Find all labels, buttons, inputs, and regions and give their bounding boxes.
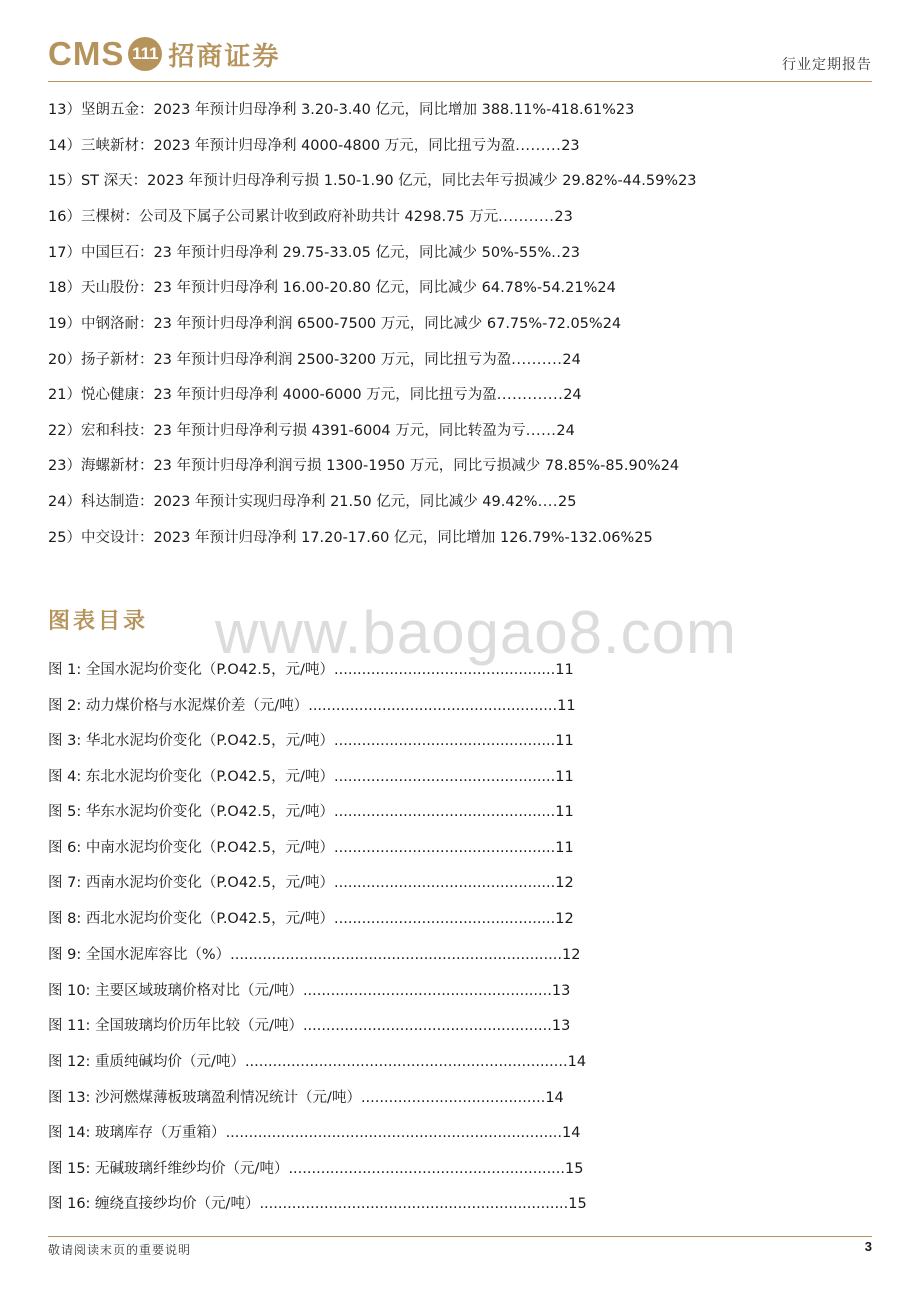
toc-entry[interactable]: 17）中国巨石：23 年预计归母净利 29.75-33.05 亿元，同比减少 50%-55%..23 — [48, 245, 580, 261]
footer-divider — [48, 1236, 872, 1237]
toc-entry[interactable]: 15）ST 深天：2023 年预计归母净利亏损 1.50-1.90 亿元，同比去年亏损减少 29.82%-44.59%23 — [48, 173, 697, 189]
toc-entry[interactable]: 13）坚朗五金：2023 年预计归母净利 3.20-3.40 亿元，同比增加 388.11%-418.61%23 — [48, 102, 635, 118]
toc-entry[interactable]: 25）中交设计：2023 年预计归母净利 17.20-17.60 亿元，同比增加 126.79%-132.06%25 — [48, 530, 653, 546]
figures-section-title: 图表目录 — [48, 608, 149, 634]
figure-entry[interactable]: 图 9: 全国水泥库容比（%）........................................................................12 — [48, 947, 581, 963]
figure-entry[interactable]: 图 2: 动力煤价格与水泥煤价差（元/吨）......................................................11 — [48, 698, 576, 714]
figure-entry[interactable]: 图 8: 西北水泥均价变化（P.O42.5，元/吨）................................................12 — [48, 911, 574, 927]
logo-cms-text: CMS — [48, 35, 125, 72]
figure-entry[interactable]: 图 15: 无碱玻璃纤维纱均价（元/吨）............................................................15 — [48, 1161, 584, 1177]
toc-entry[interactable]: 14）三峡新材：2023 年预计归母净利 4000-4800 万元，同比扭亏为盈.........23 — [48, 138, 580, 154]
figure-entry[interactable]: 图 12: 重质纯碱均价（元/吨）......................................................................14 — [48, 1054, 587, 1070]
logo-company-name: 招商证券 — [168, 41, 281, 72]
figure-entry[interactable]: 图 10: 主要区域玻璃价格对比（元/吨）......................................................13 — [48, 983, 571, 999]
figure-entry[interactable]: 图 13: 沙河燃煤薄板玻璃盈利情况统计（元/吨）........................................14 — [48, 1090, 564, 1106]
toc-entry[interactable]: 23）海螺新材：23 年预计归母净利润亏损 1300-1950 万元，同比亏损减少 78.85%-85.90%24 — [48, 458, 680, 474]
header-divider — [48, 81, 872, 82]
report-type-label: 行业定期报告 — [782, 57, 872, 73]
figure-entry[interactable]: 图 1: 全国水泥均价变化（P.O42.5，元/吨）................................................11 — [48, 662, 574, 678]
figure-entry[interactable]: 图 5: 华东水泥均价变化（P.O42.5，元/吨）................................................11 — [48, 804, 574, 820]
toc-entry[interactable]: 22）宏和科技：23 年预计归母净利亏损 4391-6004 万元，同比转盈为亏......24 — [48, 423, 575, 439]
figure-entry[interactable]: 图 6: 中南水泥均价变化（P.O42.5，元/吨）................................................11 — [48, 840, 574, 856]
toc-entry[interactable]: 20）扬子新材：23 年预计归母净利润 2500-3200 万元，同比扭亏为盈..........24 — [48, 352, 581, 368]
toc-entry[interactable]: 18）天山股份：23 年预计归母净利 16.00-20.80 亿元，同比减少 64.78%-54.21%24 — [48, 280, 616, 296]
toc-entry[interactable]: 16）三棵树：公司及下属子公司累计收到政府补助共计 4298.75 万元...........23 — [48, 209, 573, 225]
page-header — [48, 30, 872, 82]
toc-entry[interactable]: 21）悦心健康：23 年预计归母净利 4000-6000 万元，同比扭亏为盈.............24 — [48, 387, 582, 403]
footer-disclaimer: 敬请阅读末页的重要说明 — [48, 1243, 192, 1257]
figure-entry[interactable]: 图 11: 全国玻璃均价历年比较（元/吨）......................................................13 — [48, 1018, 571, 1034]
toc-entry[interactable]: 24）科达制造：2023 年预计实现归母净利 21.50 亿元，同比减少 49.42%....25 — [48, 494, 577, 510]
figure-entry[interactable]: 图 3: 华北水泥均价变化（P.O42.5，元/吨）................................................11 — [48, 733, 574, 749]
page-number: 3 — [864, 1239, 872, 1254]
logo-emblem-icon: 111 — [128, 37, 162, 71]
figure-entry[interactable]: 图 7: 西南水泥均价变化（P.O42.5，元/吨）................................................12 — [48, 875, 574, 891]
cms-logo — [48, 34, 280, 74]
figure-entry[interactable]: 图 14: 玻璃库存（万重箱）.........................................................................14 — [48, 1125, 581, 1141]
toc-entry[interactable]: 19）中钢洛耐：23 年预计归母净利润 6500-7500 万元，同比减少 67.75%-72.05%24 — [48, 316, 622, 332]
watermark: www.baogao8.com — [215, 599, 737, 666]
figure-entry[interactable]: 图 16: 缠绕直接纱均价（元/吨）...................................................................15 — [48, 1196, 587, 1212]
figure-entry[interactable]: 图 4: 东北水泥均价变化（P.O42.5，元/吨）................................................11 — [48, 769, 574, 785]
